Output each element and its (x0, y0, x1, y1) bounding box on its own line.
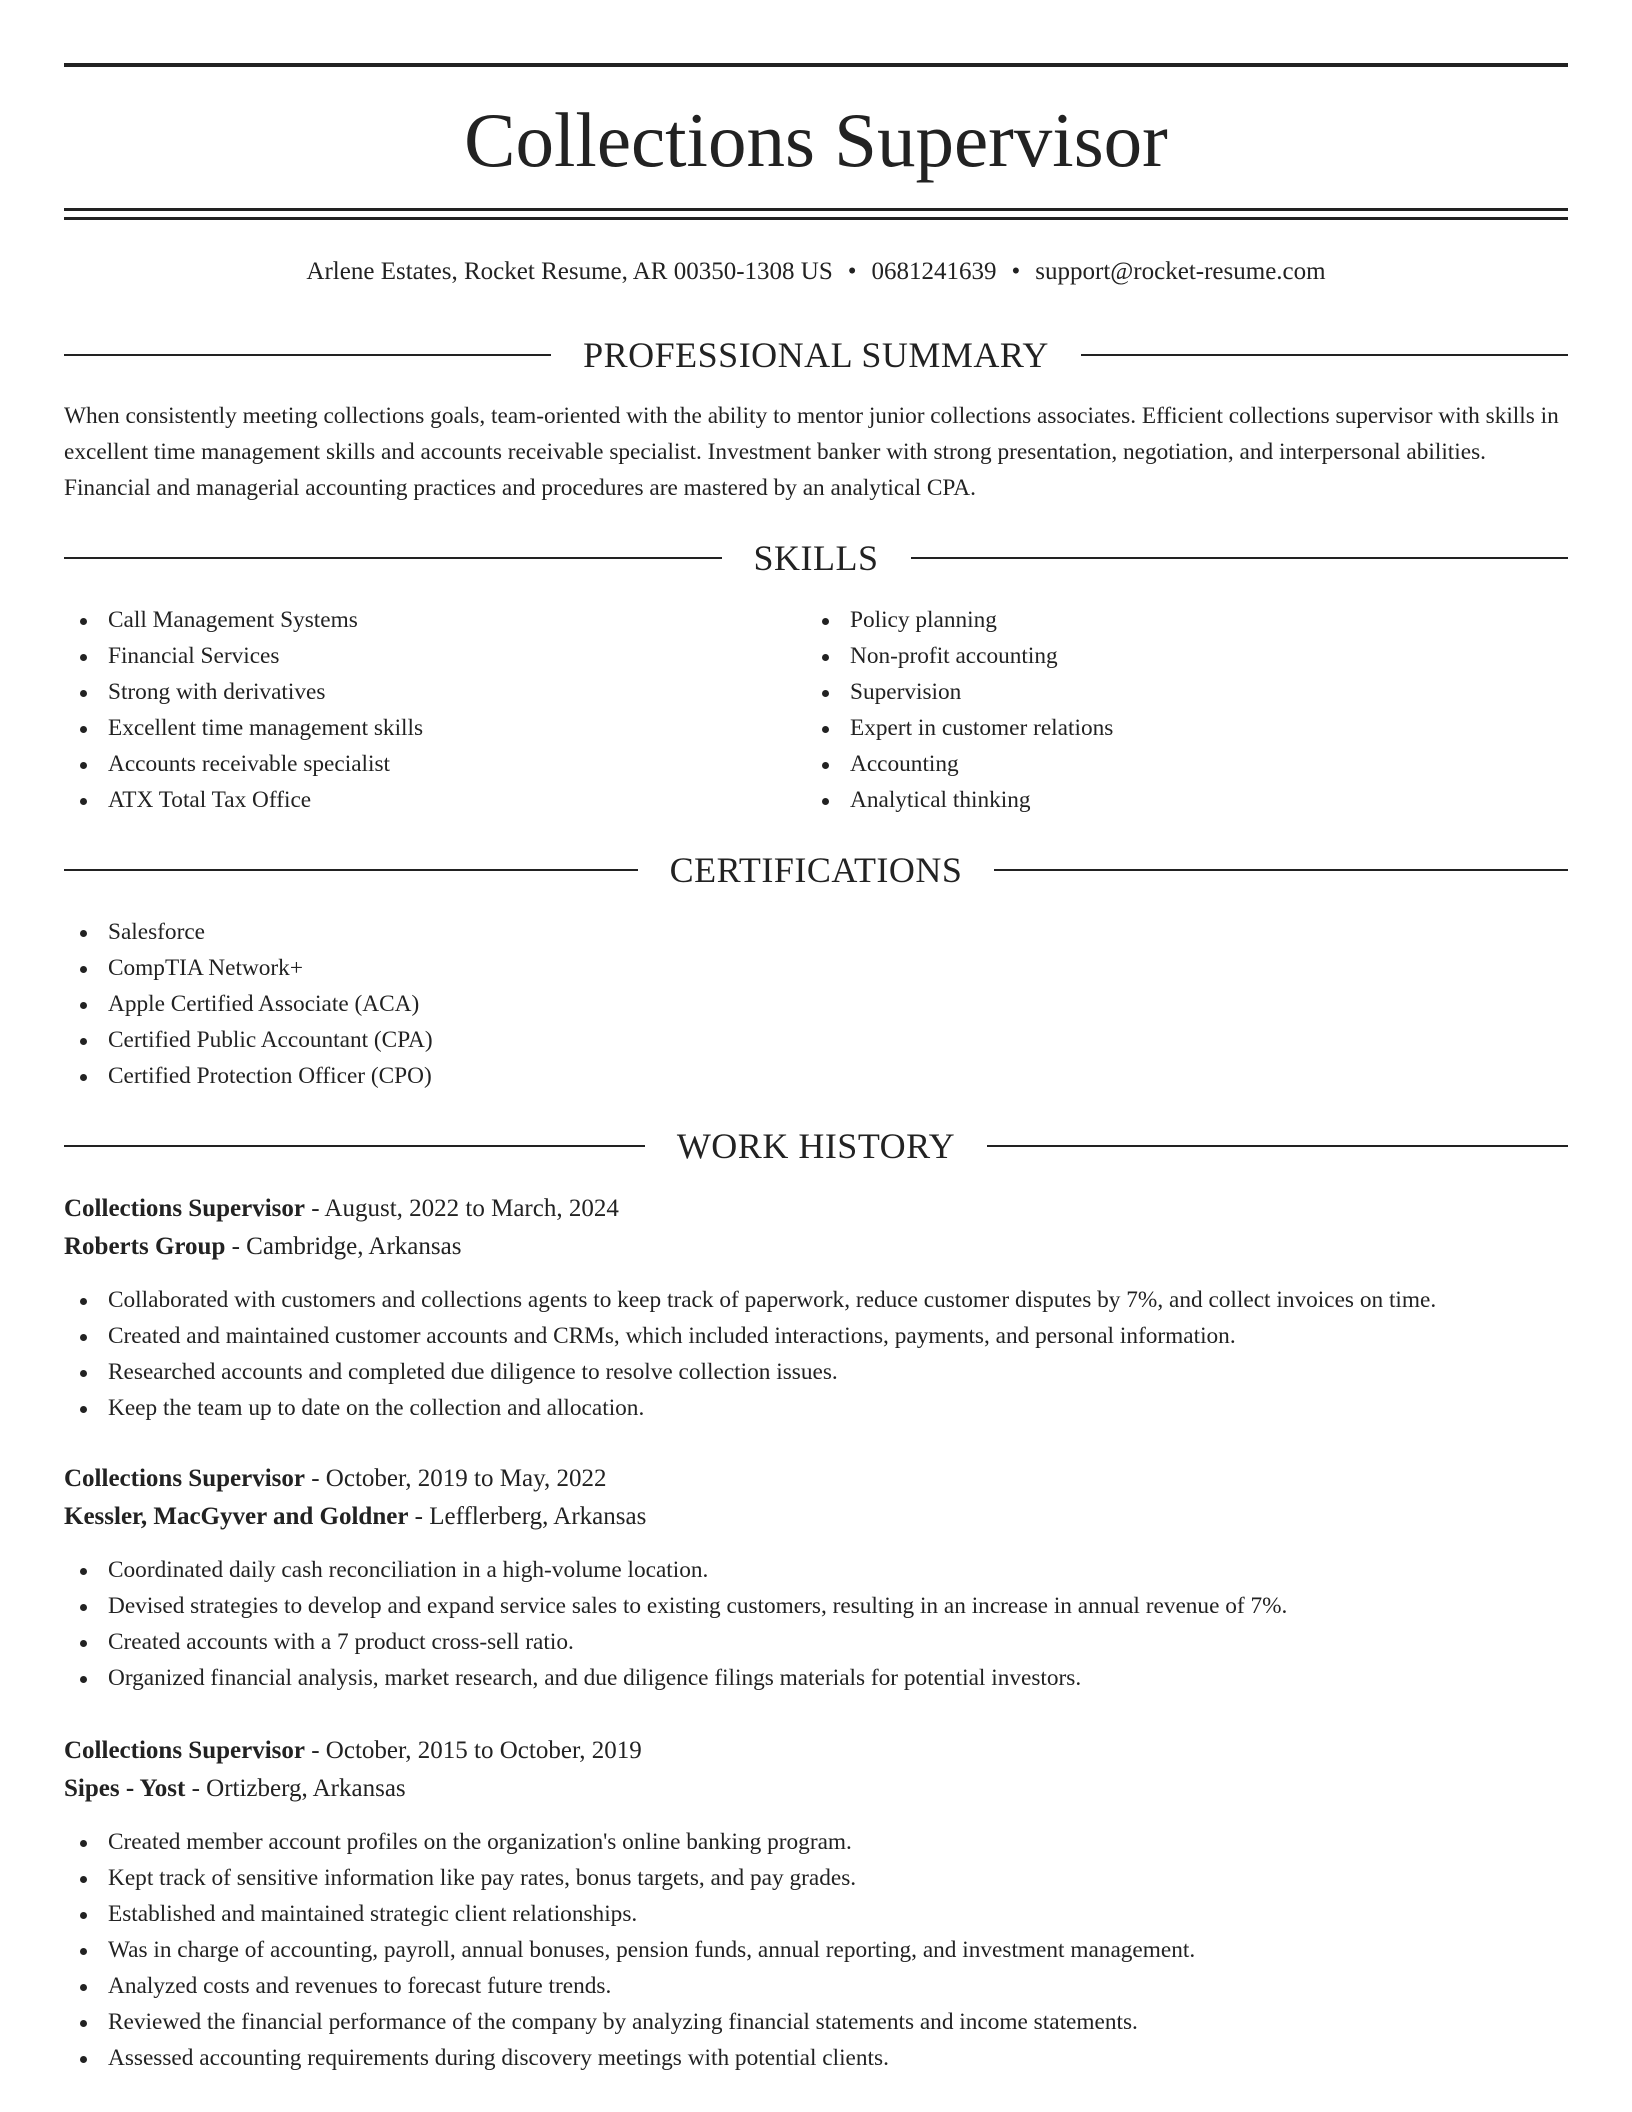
skill-item: Accounts receivable specialist (64, 746, 806, 782)
certification-item: Certified Public Accountant (CPA) (64, 1022, 1568, 1058)
summary-text: When consistently meeting collections goals, team-oriented with the ability to mentor junior collections associates. Efficient collections supervisor with skills in excellent time management skills and accounts receivable specialist. Investment banker with strong presentation, negotiation, and interpersonal abilities. Financial and managerial accounting practices and procedures are mastered by an analytical CPA. (64, 403, 1559, 501)
divider-line (64, 557, 722, 559)
job-title-line (64, 1732, 1568, 1770)
skill-item: Call Management Systems (64, 602, 806, 638)
job-entry (64, 1732, 1568, 2076)
title-double-rule (64, 208, 1568, 220)
job-title-line (64, 1190, 1568, 1228)
job-bullets (64, 1824, 1568, 2076)
certifications-heading (64, 848, 1568, 892)
divider-line (911, 557, 1569, 559)
skill-item: Excellent time management skills (64, 710, 806, 746)
job-entry (64, 1190, 1568, 1426)
divider-line (987, 1145, 1568, 1147)
job-bullets (64, 1282, 1568, 1426)
job-location: - Ortizberg, Arkansas (185, 1775, 406, 1802)
skill-item: ATX Total Tax Office (64, 782, 806, 818)
work-history-heading (64, 1124, 1568, 1168)
divider-line (994, 869, 1568, 871)
skill-item: Strong with derivatives (64, 674, 806, 710)
job-title: Collections Supervisor (64, 1465, 305, 1492)
section-title: WORK HISTORY (676, 1126, 956, 1166)
section-title: CERTIFICATIONS (669, 850, 963, 890)
job-bullet: Organized financial analysis, market research, and due diligence filings materials for potential investors. (64, 1660, 1568, 1696)
job-company: Sipes - Yost (64, 1775, 186, 1802)
section-title: SKILLS (753, 538, 879, 578)
skill-item: Financial Services (64, 638, 806, 674)
contact-address: Arlene Estates, Rocket Resume, AR 00350-1308 US (306, 258, 833, 285)
job-bullet: Coordinated daily cash reconciliation in a high-volume location. (64, 1552, 1568, 1588)
skill-item: Accounting (806, 746, 1548, 782)
certification-item: Salesforce (64, 914, 1568, 950)
job-bullet: Analyzed costs and revenues to forecast future trends. (64, 1968, 1568, 2004)
job-bullet: Keep the team up to date on the collection and allocation. (64, 1390, 1568, 1426)
skills-column-left (64, 602, 806, 818)
job-company-line (64, 1770, 1568, 1808)
divider-line (64, 1145, 645, 1147)
job-dates: - August, 2022 to March, 2024 (304, 1195, 619, 1222)
skill-item: Supervision (806, 674, 1548, 710)
job-bullet: Assessed accounting requirements during discovery meetings with potential clients. (64, 2040, 1568, 2076)
skill-item: Expert in customer relations (806, 710, 1548, 746)
job-dates: - October, 2015 to October, 2019 (304, 1737, 642, 1764)
skill-item: Policy planning (806, 602, 1548, 638)
job-bullet: Devised strategies to develop and expand service sales to existing customers, resulting in an increase in annual revenue of 7%. (64, 1588, 1568, 1624)
job-bullet: Established and maintained strategic client relationships. (64, 1896, 1568, 1932)
job-bullet: Researched accounts and completed due diligence to resolve collection issues. (64, 1354, 1568, 1390)
contact-separator: • (847, 258, 857, 285)
contact-separator: • (1011, 258, 1021, 285)
job-company-line (64, 1228, 1568, 1266)
page-title: Collections Supervisor (464, 97, 1168, 183)
contact-email: support@rocket-resume.com (1035, 258, 1326, 285)
job-bullet: Reviewed the financial performance of the company by analyzing financial statements and income statements. (64, 2004, 1568, 2040)
contact-phone: 0681241639 (871, 258, 997, 285)
job-company: Kessler, MacGyver and Goldner (64, 1503, 409, 1530)
job-title-line (64, 1460, 1568, 1498)
top-rule (64, 63, 1568, 67)
skills-heading (64, 536, 1568, 580)
summary-heading (64, 333, 1568, 377)
job-company-line (64, 1498, 1568, 1536)
job-company: Roberts Group (64, 1233, 226, 1260)
section-title: PROFESSIONAL SUMMARY (583, 335, 1049, 375)
skills-list (64, 602, 1568, 818)
job-bullet: Collaborated with customers and collections agents to keep track of paperwork, reduce customer disputes by 7%, and collect invoices on time. (64, 1282, 1568, 1318)
job-entry (64, 1460, 1568, 1696)
skills-column-right (806, 602, 1548, 818)
divider-line (1081, 354, 1568, 356)
divider-line (64, 869, 638, 871)
certification-item: CompTIA Network+ (64, 950, 1568, 986)
job-location: - Cambridge, Arkansas (225, 1233, 462, 1260)
job-title: Collections Supervisor (64, 1737, 305, 1764)
job-bullets (64, 1552, 1568, 1696)
certification-item: Certified Protection Officer (CPO) (64, 1058, 1568, 1094)
certifications-list (64, 914, 1568, 1094)
job-title: Collections Supervisor (64, 1195, 305, 1222)
skill-item: Non-profit accounting (806, 638, 1548, 674)
job-bullet: Created accounts with a 7 product cross-sell ratio. (64, 1624, 1568, 1660)
job-bullet: Kept track of sensitive information like pay rates, bonus targets, and pay grades. (64, 1860, 1568, 1896)
job-bullet: Was in charge of accounting, payroll, annual bonuses, pension funds, annual reporting, and investment management. (64, 1932, 1568, 1968)
contact-line (64, 254, 1568, 290)
job-bullet: Created member account profiles on the organization's online banking program. (64, 1824, 1568, 1860)
skill-item: Analytical thinking (806, 782, 1548, 818)
job-location: - Lefflerberg, Arkansas (408, 1503, 647, 1530)
job-bullet: Created and maintained customer accounts and CRMs, which included interactions, payments, and personal information. (64, 1318, 1568, 1354)
certification-item: Apple Certified Associate (ACA) (64, 986, 1568, 1022)
divider-line (64, 354, 551, 356)
job-dates: - October, 2019 to May, 2022 (304, 1465, 607, 1492)
